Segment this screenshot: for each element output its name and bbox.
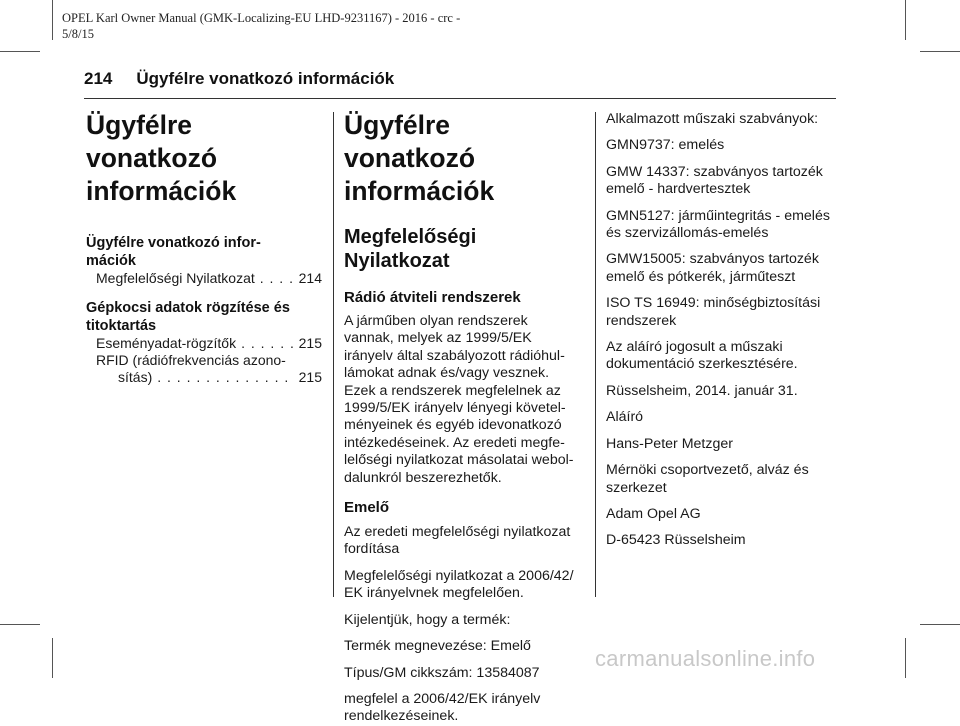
- text-line: Megfelelőségi nyilatkozat a 2006/42/: [344, 567, 574, 584]
- crop-mark: [905, 0, 906, 40]
- paragraph: [344, 524, 584, 559]
- toc-entry-page: 215: [298, 335, 322, 351]
- toc-entry-page: 215: [298, 369, 322, 385]
- text-line: irányelv által szabályozott rádióhul-: [344, 347, 565, 364]
- toc-leader: [260, 270, 295, 287]
- text-line: Mérnöki csoportvezető, alváz és: [606, 462, 809, 479]
- paragraph: Kijelentjük, hogy a termék:: [344, 611, 511, 628]
- column-divider: [333, 112, 334, 597]
- running-head-title: Ügyfélre vonatkozó információk: [136, 69, 395, 88]
- document-header-line1: OPEL Karl Owner Manual (GMK-Localizing-EU LHD-9231167) - 2016 - crc -: [62, 11, 461, 25]
- toc-entry-label: Eseményadat-rögzítők: [96, 335, 237, 351]
- text-line: vannak, melyek az 1999/5/EK: [344, 330, 532, 347]
- text-line: lámokat adnak és/vagy vesznek.: [344, 365, 550, 382]
- toc-entry-label: sítás): [118, 369, 153, 385]
- running-head: [84, 69, 394, 89]
- paragraph: [606, 339, 842, 374]
- text-line: fordítása: [344, 541, 400, 558]
- subsection-heading: Emelő: [344, 499, 390, 517]
- toc-entry[interactable]: [86, 270, 322, 287]
- paragraph: Alkalmazott műszaki szabványok:: [606, 111, 819, 127]
- text-line: emelő és pótkerék, járműteszt: [606, 268, 796, 285]
- text-line: EK irányelvnek megfelelően.: [344, 585, 524, 602]
- paragraph: Rüsselsheim, 2014. január 31.: [606, 382, 798, 399]
- text-line: 1999/5/EK irányelv lényegi követel-: [344, 400, 566, 417]
- text-line: és szervizállomás-emelés: [606, 225, 769, 242]
- text-line: rendelkezéseinek.: [344, 708, 459, 725]
- text-line: Az eredeti megfelelőségi nyilatkozat: [344, 524, 571, 541]
- header-rule: [84, 98, 836, 99]
- text-line: GMN5127: járműintegritás - emelés: [606, 207, 830, 224]
- content-column-2: [344, 110, 584, 726]
- text-line: ISO TS 16949: minőségbiztosítási: [606, 295, 821, 312]
- text-line: rendszerek: [606, 312, 677, 329]
- crop-mark: [0, 51, 40, 52]
- paragraph: [606, 164, 842, 199]
- content-column-3: [606, 111, 842, 550]
- paragraph: [344, 691, 584, 726]
- text-line: intézkedéseinek. Az eredeti megfe-: [344, 434, 565, 451]
- section-title: [344, 109, 584, 208]
- toc-leader: [241, 335, 295, 352]
- text-line: Az aláíró jogosult a műszaki: [606, 339, 783, 356]
- paragraph: [606, 295, 842, 330]
- chapter-contents: [86, 110, 322, 386]
- crop-mark: [905, 638, 906, 678]
- text-line: lelőségi nyilatkozat másolatai webol-: [344, 452, 574, 469]
- column-divider: [595, 112, 596, 597]
- paragraph: D-65423 Rüsselsheim: [606, 532, 746, 549]
- paragraph: [606, 251, 842, 286]
- text-line: Ezek a rendszerek megfelelnek az: [344, 382, 561, 399]
- toc-entry-label-line1: RFID (rádiófrekvenciás azono-: [96, 352, 286, 368]
- paragraph: [344, 568, 584, 603]
- crop-mark: [0, 624, 40, 625]
- toc-section-heading-line1: Gépkocsi adatok rögzítése és: [86, 300, 290, 316]
- section-title-line1: Ügyfélre vonatkozó: [344, 110, 476, 173]
- text-line: A járműben olyan rendszerek: [344, 313, 528, 329]
- crop-mark: [920, 624, 960, 625]
- document-header: [62, 10, 460, 42]
- chapter-title-line1: Ügyfélre vonatkozó: [86, 110, 218, 173]
- toc-entry[interactable]: [86, 369, 322, 386]
- chapter-title: [86, 109, 322, 208]
- page-number: 214: [84, 69, 113, 88]
- watermark: carmanualsonline.info: [595, 646, 816, 671]
- toc-entry-continued[interactable]: [86, 352, 322, 369]
- text-line: dalunkról beszerezhetők.: [344, 469, 502, 486]
- text-line: ményeinek és egyéb idevonatkozó: [344, 417, 562, 434]
- crop-mark: [920, 51, 960, 52]
- paragraph: [344, 313, 584, 487]
- text-line: megfelel a 2006/42/EK irányelv: [344, 690, 541, 707]
- toc-section-heading: [86, 234, 322, 270]
- section-heading: Megfelelőségi Nyilatkozat: [344, 226, 477, 272]
- paragraph: GMN9737: emelés: [606, 137, 725, 154]
- text-line: GMW 14337: szabványos tartozék: [606, 163, 823, 180]
- chapter-title-line2: információk: [86, 176, 237, 206]
- document-header-line2: 5/8/15: [62, 27, 94, 41]
- text-line: emelő - hardvertesztek: [606, 181, 751, 198]
- section-title-line2: információk: [344, 176, 495, 206]
- paragraph: Termék megnevezése: Emelő: [344, 638, 531, 655]
- toc-section-heading-line1: Ügyfélre vonatkozó infor-: [86, 235, 261, 251]
- paragraph: Aláíró: [606, 409, 644, 426]
- paragraph: Hans-Peter Metzger: [606, 435, 733, 452]
- paragraph: [606, 462, 842, 497]
- paragraph: Típus/GM cikkszám: 13584087: [344, 664, 540, 681]
- toc-leader: [157, 369, 294, 386]
- toc-entry-page: 214: [298, 270, 322, 286]
- crop-mark: [52, 0, 53, 40]
- paragraph: Adam Opel AG: [606, 505, 701, 522]
- toc-section-heading-line2: mációk: [86, 253, 136, 269]
- text-line: szerkezet: [606, 479, 667, 496]
- text-line: dokumentáció szerkesztésére.: [606, 356, 798, 373]
- subsection-heading: Rádió átviteli rendszerek: [344, 289, 521, 306]
- toc-section-heading: [86, 299, 322, 335]
- toc-entry-label: Megfelelőségi Nyilatkozat: [96, 270, 255, 286]
- paragraph: [606, 208, 842, 243]
- toc-entry[interactable]: [86, 335, 322, 352]
- toc-section-heading-line2: titoktartás: [86, 318, 157, 334]
- crop-mark: [52, 638, 53, 678]
- text-line: GMW15005: szabványos tartozék: [606, 251, 819, 268]
